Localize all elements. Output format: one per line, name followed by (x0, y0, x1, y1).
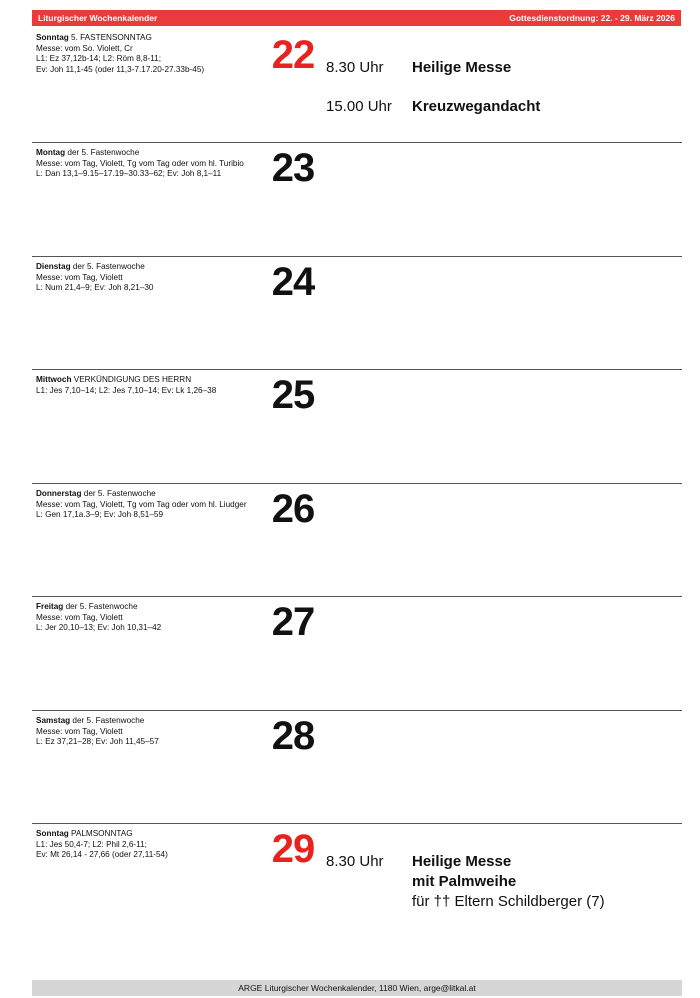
info-line: L1: Jes 7,10–14; L2: Jes 7,10–14; Ev: Lk 1,26–38 (36, 385, 217, 395)
header-left-title: Liturgischer Wochenkalender (38, 13, 158, 23)
day-number: 25 (271, 373, 315, 417)
info-line: L: Ez 37,21–28; Ev: Joh 11,45–57 (36, 737, 159, 747)
weekday-label: Donnerstag (36, 489, 82, 498)
service-title-line2: mit Palmweihe (412, 873, 517, 890)
service-time: 15.00 Uhr (326, 98, 392, 115)
header-bar (32, 10, 681, 26)
footer-text: ARGE Liturgischer Wochenkalender, 1180 Wien, arge@litkal.at (238, 983, 476, 993)
info-line: L: Jer 20,10–13; Ev: Joh 10,31–42 (36, 623, 162, 633)
header-right-title: Gottesdienstordnung: 22. - 29. März 2026 (509, 13, 675, 23)
day-info (36, 148, 261, 180)
day-title: 5. FASTENSONNTAG (68, 33, 152, 42)
info-line: Messe: vom Tag, Violett, Tg vom Tag oder vom hl. Turibio (36, 158, 244, 168)
day-number: 28 (271, 714, 315, 758)
day-title: der 5. Fastenwoche (63, 602, 138, 611)
day-info (36, 489, 261, 521)
info-line: Messe: vom Tag, Violett (36, 726, 123, 736)
divider (32, 596, 682, 597)
day-info (36, 375, 261, 396)
day-title: der 5. Fastenwoche (70, 262, 145, 271)
day-number: 26 (271, 487, 315, 531)
divider (32, 823, 682, 824)
divider (32, 483, 682, 484)
day-title: der 5. Fastenwoche (70, 716, 145, 725)
day-info (36, 716, 261, 748)
day-title: der 5. Fastenwoche (81, 489, 156, 498)
weekday-label: Montag (36, 148, 66, 157)
day-number: 29 (271, 827, 315, 871)
divider (32, 256, 682, 257)
day-number: 23 (271, 146, 315, 190)
service-intention: für †† Eltern Schildberger (7) (412, 893, 605, 910)
service-title: Heilige Messe (412, 853, 512, 870)
info-line: Ev: Joh 11,1-45 (oder 11,3-7.17.20-27.33b-45) (36, 64, 205, 74)
footer-bar (32, 980, 682, 996)
info-line: L: Dan 13,1–9.15–17.19–30.33–62; Ev: Joh 8,1–11 (36, 169, 222, 179)
day-info (36, 262, 261, 294)
info-line: L: Num 21,4–9; Ev: Joh 8,21–30 (36, 283, 154, 293)
service-title: Kreuzwegandacht (412, 98, 541, 115)
day-number: 24 (271, 260, 315, 304)
weekday-label: Sonntag (36, 33, 69, 42)
day-title: VERKÜNDIGUNG DES HERRN (71, 375, 192, 384)
service-time: 8.30 Uhr (326, 59, 384, 76)
weekday-label: Samstag (36, 716, 71, 725)
info-line: Ev: Mt 26,14 - 27,66 (oder 27,11-54) (36, 850, 168, 860)
info-line: Messe: vom Tag, Violett (36, 612, 123, 622)
divider (32, 710, 682, 711)
day-info (36, 829, 261, 861)
divider (32, 369, 682, 370)
day-info (36, 33, 261, 75)
info-line: Messe: vom Tag, Violett, Tg vom Tag oder vom hl. Liudger (36, 499, 247, 509)
service-title: Heilige Messe (412, 59, 512, 76)
info-line: L1: Jes 50,4-7; L2: Phil 2,6-11; (36, 839, 147, 849)
weekday-label: Freitag (36, 602, 64, 611)
day-title: PALMSONNTAG (68, 829, 133, 838)
info-line: L: Gen 17,1a.3–9; Ev: Joh 8,51–59 (36, 510, 164, 520)
weekday-label: Sonntag (36, 829, 69, 838)
service-time: 8.30 Uhr (326, 853, 384, 870)
day-info (36, 602, 261, 634)
info-line: L1: Ez 37,12b-14; L2: Röm 8,8-11; (36, 54, 162, 64)
day-title: der 5. Fastenwoche (65, 148, 140, 157)
weekday-label: Dienstag (36, 262, 71, 271)
day-number: 22 (271, 33, 315, 77)
day-number: 27 (271, 600, 315, 644)
info-line: Messe: vom Tag, Violett (36, 272, 123, 282)
info-line: Messe: vom So. Violett, Cr (36, 43, 133, 53)
weekday-label: Mittwoch (36, 375, 72, 384)
divider (32, 142, 682, 143)
